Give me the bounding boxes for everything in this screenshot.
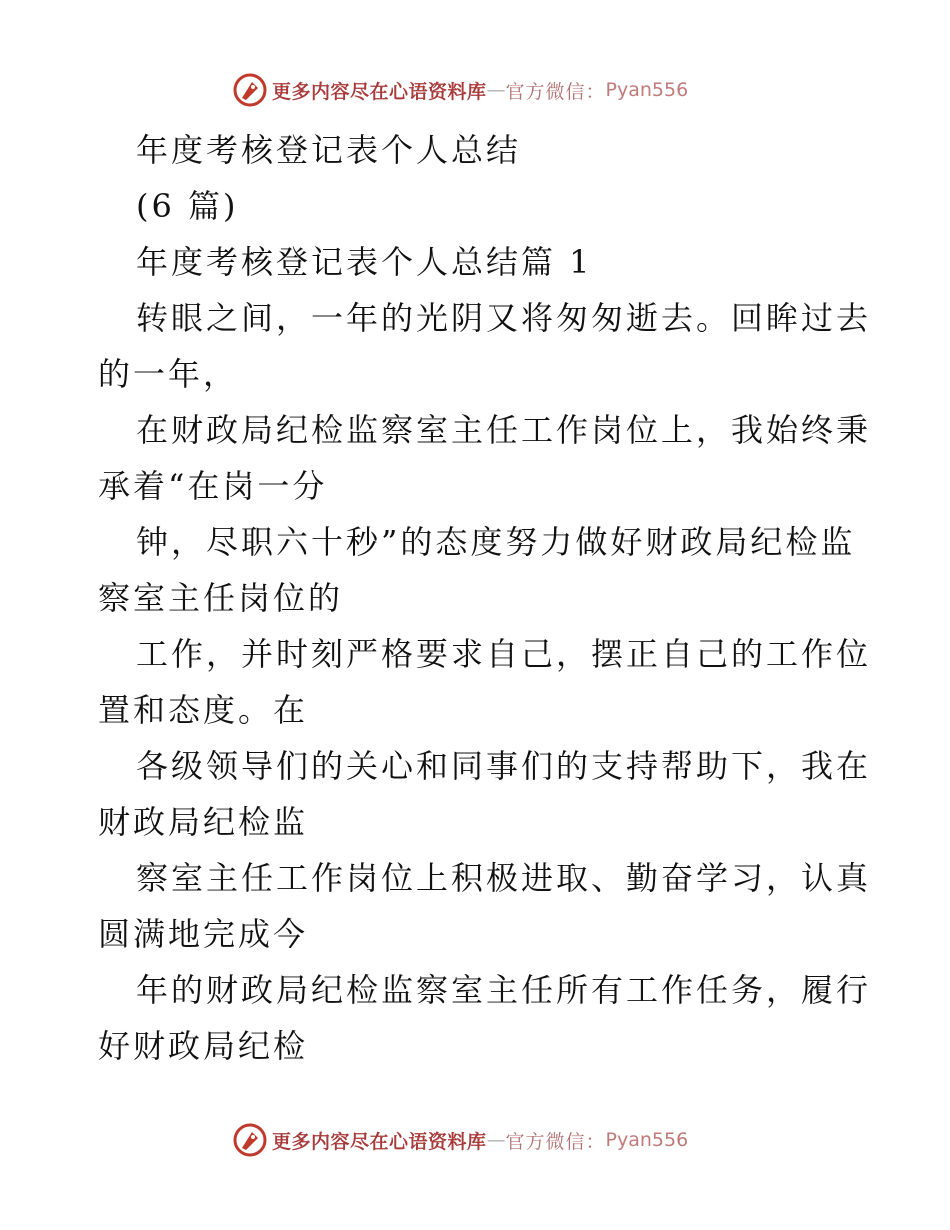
header-banner [232,70,688,110]
pen-nib-logo-icon [232,72,268,108]
footer-banner [232,1120,688,1160]
paragraph-line: 在财政局纪检监察室主任工作岗位上，我始终秉 [136,411,872,449]
paragraph-line: 的一年， [98,355,239,393]
footer-banner-wechat-label: 官方微信： [505,1130,606,1153]
paragraph-line: 圆满地完成今 [98,915,309,953]
footer-banner-separator: — [486,1129,506,1151]
paragraph-line: 年的财政局纪检监察室主任所有工作任务，履行 [136,971,872,1009]
footer-banner-title: 更多内容尽在心语资料库 [272,1130,487,1153]
paragraph-line: 承着“在岗一分 [98,467,328,505]
header-banner-separator: — [486,79,506,101]
header-banner-wechat-label: 官方微信： [505,80,606,103]
document-subtitle: (6 篇) [136,187,239,225]
paragraph-line: 钟，尽职六十秒”的态度努力做好财政局纪检监 [136,523,856,561]
header-banner-title: 更多内容尽在心语资料库 [272,80,487,103]
document-title: 年度考核登记表个人总结 [136,131,522,169]
paragraph-line: 置和态度。在 [98,691,309,729]
paragraph-line: 财政局纪检监 [98,803,309,841]
header-banner-wechat-id: Pyan556 [605,79,689,101]
pen-nib-logo-icon [232,1122,268,1158]
paragraph-line: 察室主任工作岗位上积极进取、勤奋学习，认真 [136,859,872,897]
paragraph-line: 转眼之间，一年的光阴又将匆匆逝去。回眸过去 [136,299,872,337]
paragraph-line: 好财政局纪检 [98,1027,309,1065]
document-body [98,122,872,1074]
section-heading: 年度考核登记表个人总结篇 1 [136,243,593,281]
paragraph-line: 各级领导们的关心和同事们的支持帮助下，我在 [136,747,872,785]
paragraph-line: 察室主任岗位的 [98,579,344,617]
footer-banner-wechat-id: Pyan556 [605,1129,689,1151]
paragraph-line: 工作，并时刻严格要求自己，摆正自己的工作位 [136,635,872,673]
